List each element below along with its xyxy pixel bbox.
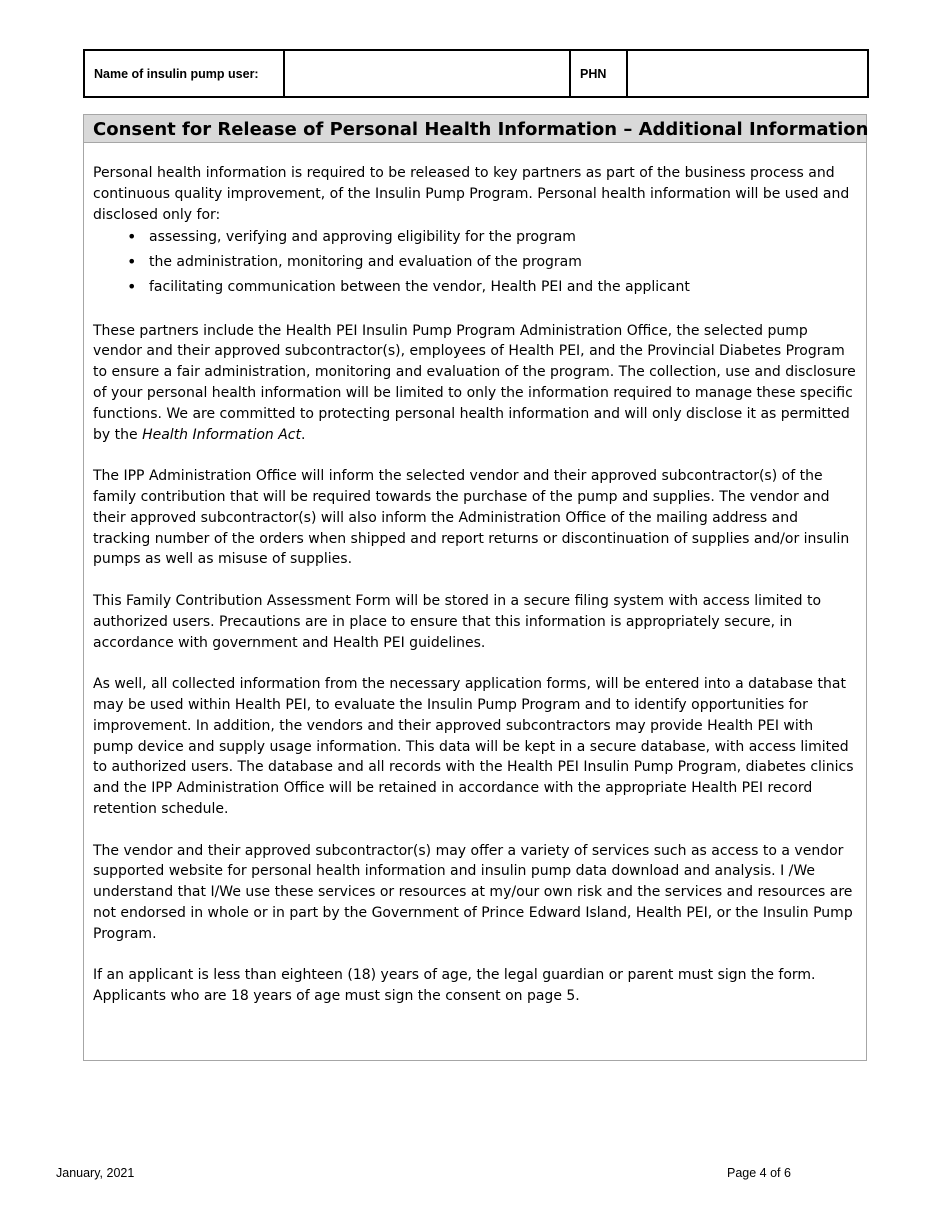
list-item: • the administration, monitoring and evaluation of the program xyxy=(149,250,857,275)
ipp-paragraph: The IPP Administration Office will inform the selected vendor and their approved subcontractor(s) of the family contribution that will be required towards the purchase of the pump and supplies. The vendor and their approved subcontractor(s) will also inform the Administration Office of the mailing address and tracking number of the orders when shipped and report returns or discontinuation of supplies and/or insulin pumps as well as misuse of supplies. xyxy=(93,468,850,568)
phn-field[interactable] xyxy=(637,50,862,97)
name-field[interactable] xyxy=(294,50,564,97)
storage-paragraph: This Family Contribution Assessment Form will be stored in a secure filing system with access limited to authorized users. Precautions are in place to ensure that this information is appropriately secure, in accordance with government and Health PEI guidelines. xyxy=(93,592,822,651)
patient-info-table xyxy=(83,49,869,98)
purpose-list xyxy=(93,225,857,299)
phn-label: PHN xyxy=(570,50,627,97)
footer-page-number: Page 4 of 6 xyxy=(727,1166,791,1180)
consent-section xyxy=(83,114,867,1061)
footer-date: January, 2021 xyxy=(56,1166,135,1180)
partners-end: . xyxy=(300,426,306,443)
age-paragraph: If an applicant is less than eighteen (18) years of age, the legal guardian or parent must sign the form. Applicants who are 18 years of age must sign the consent on page 5. xyxy=(93,967,816,1005)
phn-field-cell[interactable] xyxy=(627,50,868,97)
intro-paragraph: Personal health information is required to be released to key partners as part of the business process and continuous quality improvement, of the Insulin Pump Program. Personal health information will be used and disclosed only for: xyxy=(93,165,850,223)
name-field-cell[interactable] xyxy=(284,50,570,97)
vendor-paragraph: The vendor and their approved subcontractor(s) may offer a variety of services such as access to a vendor supported website for personal health information and insulin pump data download and analysis. I /We understand that I/We use these services or resources at my/our own risk and the services and resources are not endorsed in whole or in part by the Government of Prince Edward Island, Health PEI, or the Insulin Pump Program. xyxy=(93,842,853,942)
section-title: Consent for Release of Personal Health Information – Additional Information xyxy=(84,115,866,143)
list-item: • assessing, verifying and approving eligibility for the program xyxy=(149,225,857,250)
partners-text: These partners include the Health PEI Insulin Pump Program Administration Office, the selected pump vendor and their approved subcontractor(s), employees of Health PEI, and the Provincial Diabetes Program to ensure a fair administration, monitoring and evaluation of the program. The collection, use and disclosure of your personal health information will be limited to only the information required to manage these specific functions. We are committed to protecting personal health information and will only disclose it as permitted by the xyxy=(93,322,856,443)
partners-paragraph xyxy=(93,321,857,446)
section-body xyxy=(84,143,866,1007)
act-name: Health Information Act xyxy=(142,426,301,443)
name-label: Name of insulin pump user: xyxy=(84,50,284,97)
list-item: • facilitating communication between the vendor, Health PEI and the applicant xyxy=(149,275,857,300)
database-paragraph: As well, all collected information from the necessary application forms, will be entered into a database that may be used within Health PEI, to evaluate the Insulin Pump Program and to identify opportunities for improvement. In addition, the vendors and their approved subcontractors may provide Health PEI with pump device and supply usage information. This data will be kept in a secure database, with access limited to authorized users. The database and all records with the Health PEI Insulin Pump Program, diabetes clinics and the IPP Administration Office will be retained in accordance with the appropriate Health PEI record retention schedule. xyxy=(93,676,854,817)
patient-info-row xyxy=(84,50,868,97)
